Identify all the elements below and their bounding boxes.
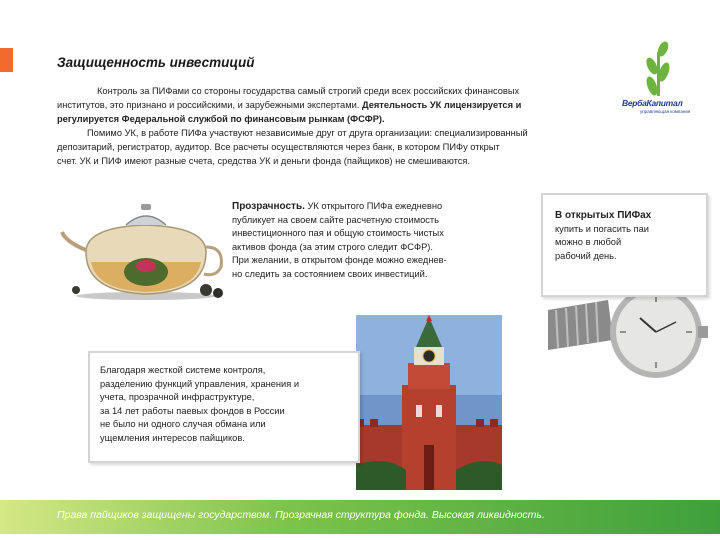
transparency-line: но следить за состоянием своих инвестиций. — [232, 268, 428, 279]
open-funds-head: В открытых ПИФах — [555, 210, 652, 221]
teapot-photo — [56, 192, 231, 300]
control-box — [88, 351, 360, 463]
footer-text: Права пайщиков защищены государством. Прозрачная структура фонда. Высокая ликвидность. — [57, 509, 545, 521]
accent-bar — [0, 48, 13, 72]
transparency-line: активов фонда (за этим строго следит ФСФР). — [232, 241, 433, 252]
control-line: ущемления интересов пайщиков. — [100, 432, 245, 443]
kremlin-photo — [356, 315, 502, 490]
transparency-line: инвестиционного пая и общую стоимость чистых — [232, 228, 444, 238]
transparency-text — [224, 190, 507, 286]
logo-text: ВербаКапитал — [622, 98, 683, 108]
transparency-line: публикует на своем сайте расчетную стоимость — [232, 214, 440, 225]
open-funds-box — [541, 193, 708, 297]
intro-line: Контроль за ПИФами со стороны государства самый строгий среди всех российских финансовых — [97, 86, 520, 96]
open-funds-line: можно в любой — [555, 237, 622, 247]
control-line: учета, прозрачной инфраструктуре, — [100, 392, 255, 402]
open-funds-line: рабочий день. — [555, 250, 617, 261]
control-line: за 14 лет работы паевых фондов в России — [100, 405, 285, 416]
intro-line: депозитарий, регистратор, аудитор. Все расчеты осуществляются через банк, в котором ПИФу открыт — [57, 142, 500, 152]
intro-line: Помимо УК, в работе ПИФа участвуют независимые друг от друга организации: специализированный — [87, 128, 528, 138]
intro-line: институтов, это признано и российскими, и зарубежными экспертами. — [57, 100, 360, 110]
regulation-bold: регулируется Федеральной службой по финансовым рынкам (ФСФР). — [57, 114, 385, 124]
transparency-line: УК открытого ПИФа ежедневно — [304, 201, 443, 211]
control-line: разделению функций управления, хранения и — [100, 378, 300, 389]
page-title: Защищенность инвестиций — [57, 55, 255, 70]
open-funds-line: купить и погасить паи — [555, 223, 649, 234]
intro-line: счет. УК и ПИФ имеют разные счета, средства УК и деньги фонда (пайщиков) не смешиваются. — [57, 156, 471, 166]
license-bold: Деятельность УК лицензируется и — [361, 100, 522, 110]
logo-subtext: управляющая компания — [640, 109, 691, 114]
transparency-line: При желании, в открытом фонде можно ежеднев- — [232, 255, 447, 265]
intro-text — [57, 84, 612, 168]
transparency-head: Прозрачность. — [232, 201, 305, 212]
control-line: не было ни одного случая обмана или — [100, 419, 266, 429]
control-line: Благодаря жесткой системе контроля, — [100, 365, 266, 375]
